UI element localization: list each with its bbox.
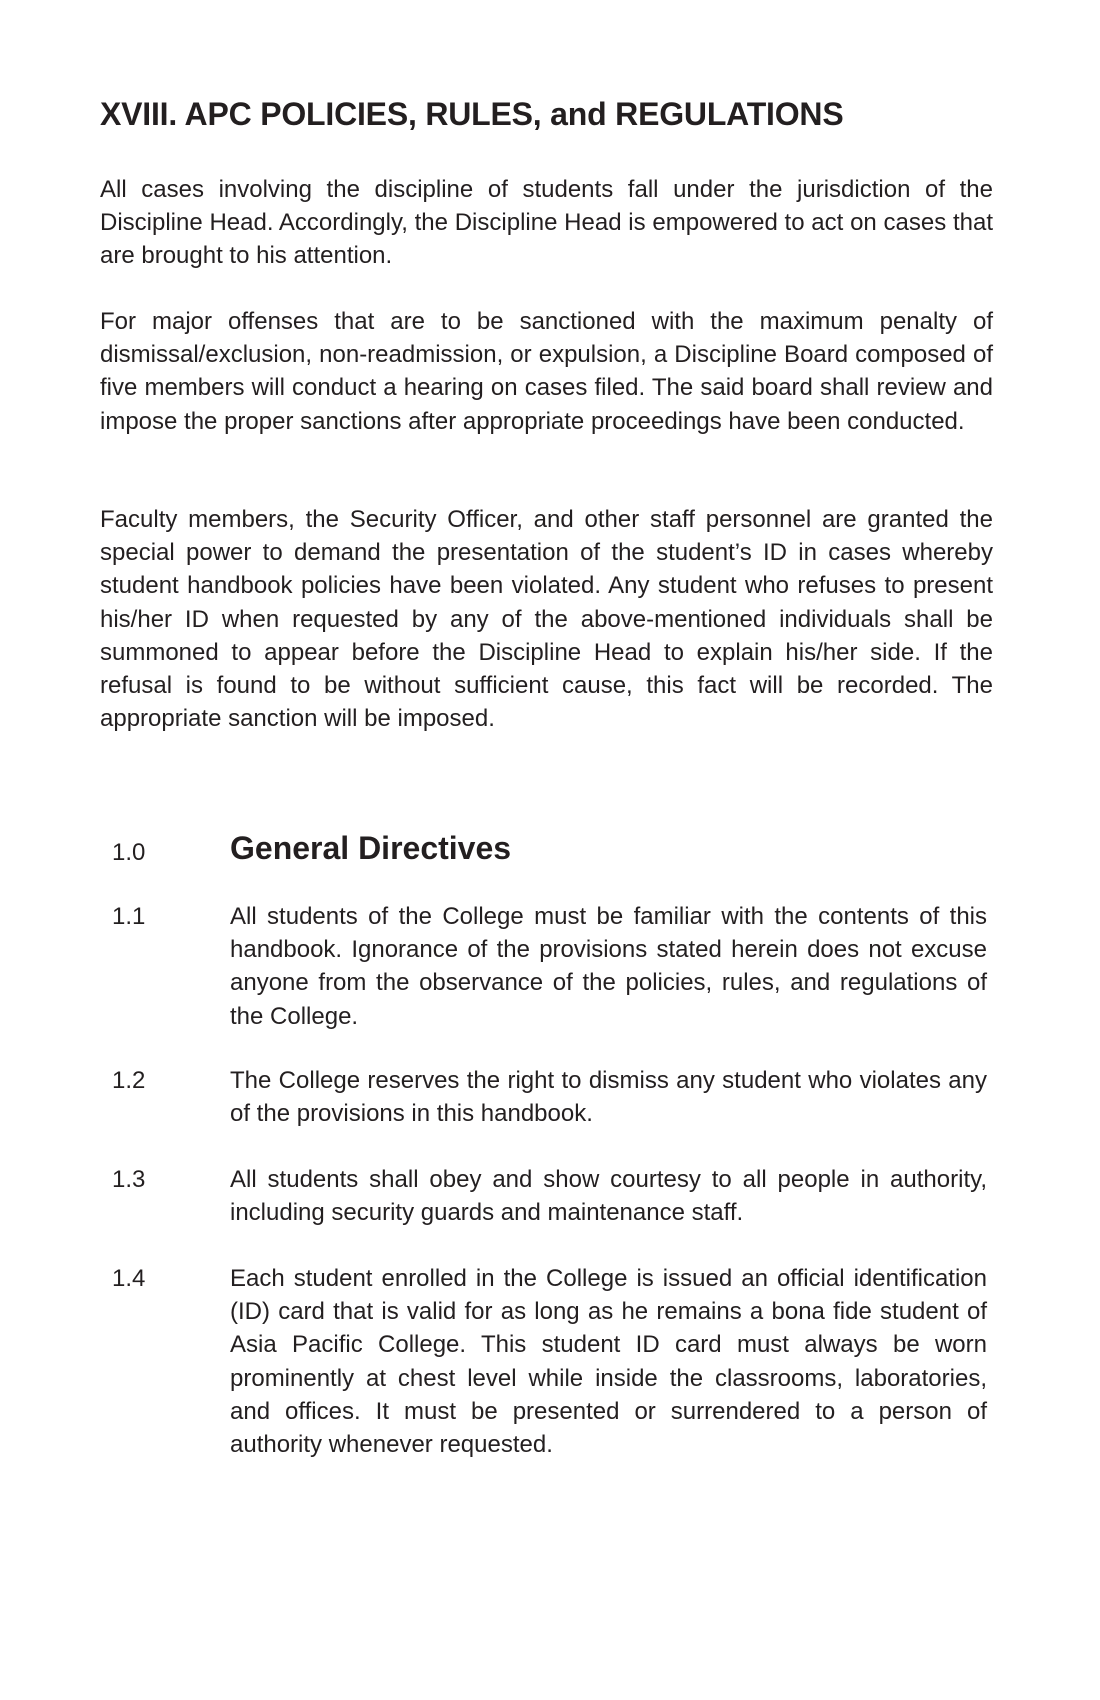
subsection-number: 1.0	[112, 839, 146, 866]
directive-text: The College reserves the right to dismiss any student who violates any of the provisions in this handbook.	[230, 1067, 987, 1128]
directive-number: 1.4	[112, 1265, 146, 1292]
section-title: XVIII. APC POLICIES, RULES, and REGULATIONS	[100, 96, 844, 132]
directive-text: All students of the College must be familiar with the contents of this handbook. Ignorance of the provisions stated herein does not excuse anyone from the observance of the policies, rules, and regulations of the College.	[230, 903, 987, 1030]
directive-number: 1.2	[112, 1067, 146, 1094]
intro-paragraph-1: All cases involving the discipline of students fall under the jurisdiction of the Discipline Head. Accordingly, the Discipline Head is empowered to act on cases that are brought to his attention.	[100, 176, 993, 270]
intro-paragraph-3: Faculty members, the Security Officer, and other staff personnel are granted the special power to demand the presentation of the student’s ID in cases whereby student handbook policies have been violated. Any student who refuses to present his/her ID when requested by any of the above-mentioned individuals shall be summoned to appear before the Discipline Head to explain his/her side. If the refusal is found to be without sufficient cause, this fact will be recorded. The appropriate sanction will be imposed.	[100, 506, 993, 733]
intro-paragraph-2: For major offenses that are to be sanctioned with the maximum penalty of dismissal/exclusion, non-readmission, or expulsion, a Discipline Board composed of five members will conduct a hearing on cases filed. The said board shall review and impose the proper sanctions after appropriate proceedings have been conducted.	[100, 308, 993, 435]
directive-text: All students shall obey and show courtesy to all people in authority, including security guards and maintenance staff.	[230, 1166, 987, 1227]
directive-number: 1.3	[112, 1166, 146, 1193]
subsection-title: General Directives	[230, 830, 512, 866]
directive-text: Each student enrolled in the College is issued an official identification (ID) card that is valid for as long as he remains a bona fide student of Asia Pacific College. This student ID card must always be worn prominently at chest level while inside the classrooms, laboratories, and offices. It must be presented or surrendered to a person of authority whenever requested.	[230, 1265, 987, 1459]
directive-number: 1.1	[112, 903, 146, 930]
